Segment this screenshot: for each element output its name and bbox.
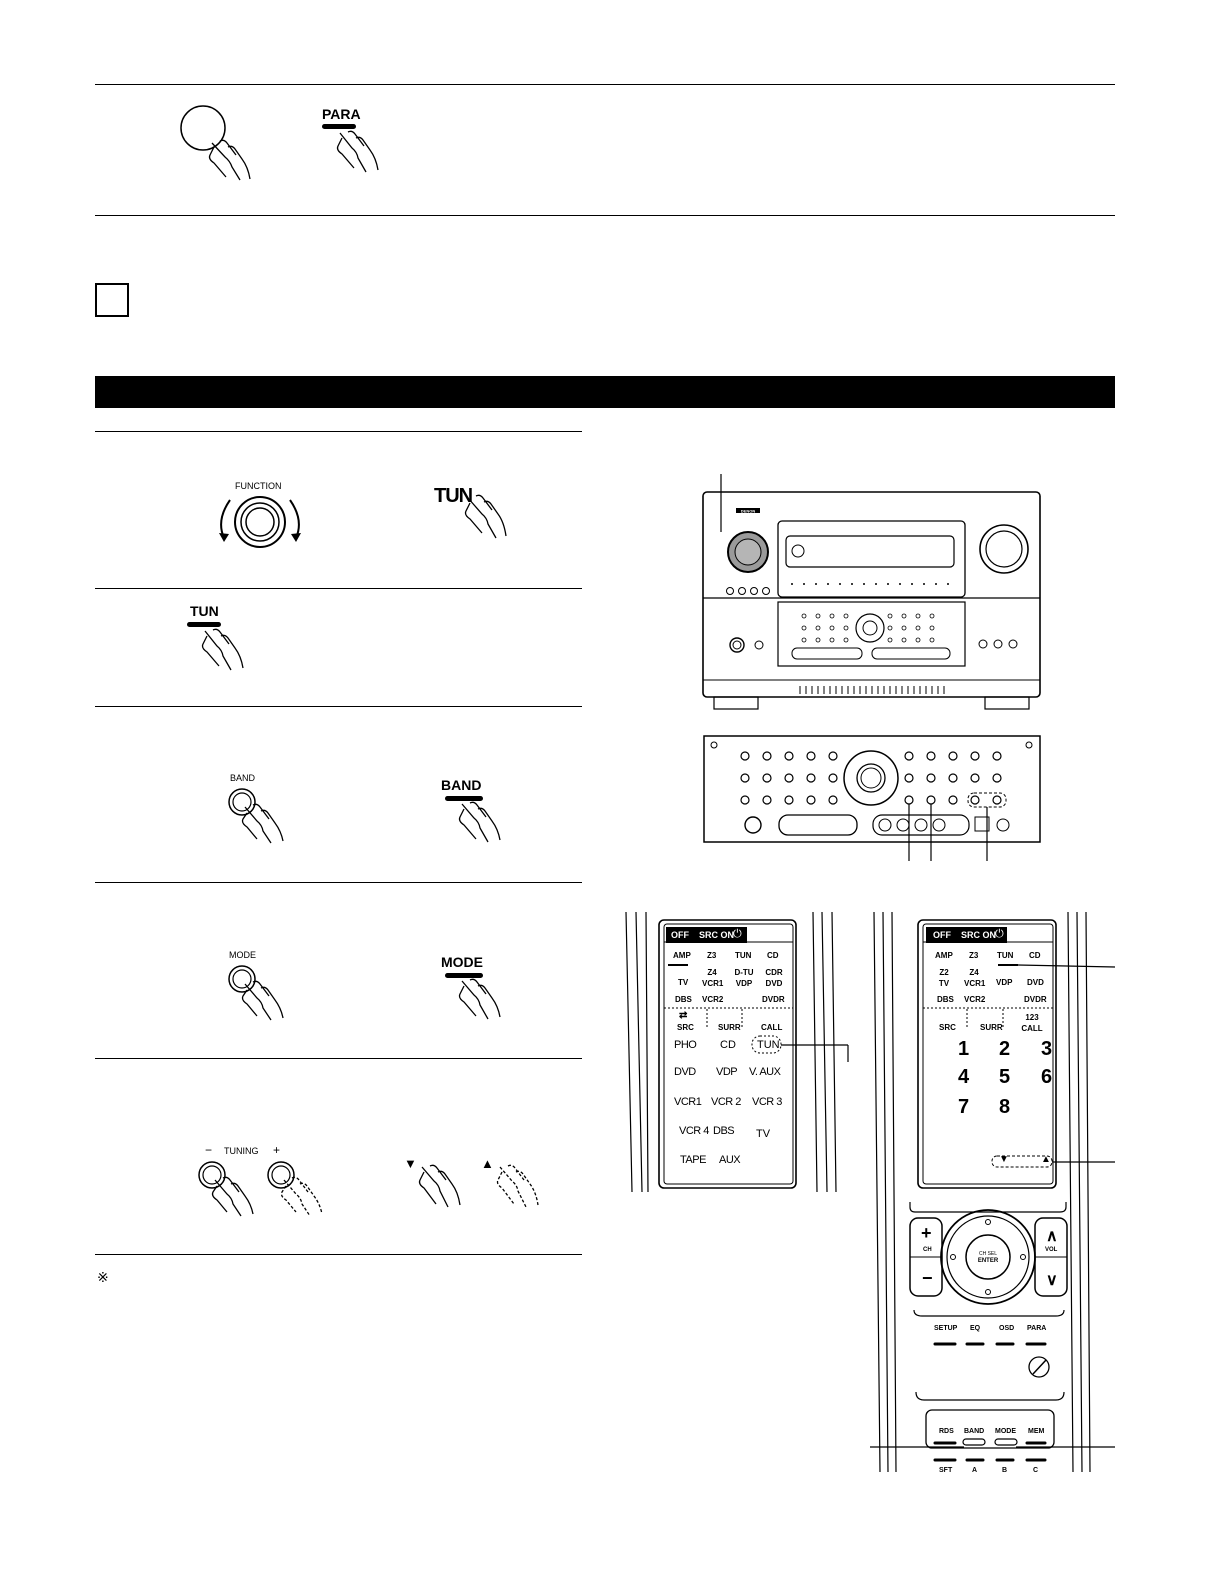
left-mode-call: CALL: [761, 1023, 783, 1032]
lcd-vdp: VDP: [716, 1066, 738, 1078]
left-src-tun: TUN: [735, 951, 752, 960]
tuning-down-hand-icon: [412, 1163, 472, 1213]
tuning-minus-label: −: [205, 1143, 213, 1157]
right-src-dvdr: DVDR: [1024, 995, 1047, 1004]
right-src-z3: Z3: [969, 951, 979, 960]
lcd-vaux: V. AUX: [749, 1066, 781, 1078]
digit-1: 1: [958, 1038, 970, 1060]
lcd-pho: PHO: [674, 1039, 697, 1051]
mode-remote-hand-icon: [452, 977, 512, 1022]
ch-minus-icon: −: [922, 1268, 933, 1288]
eq-button-label: EQ: [970, 1325, 981, 1332]
receiver-subpanel-closeup: [703, 735, 1043, 865]
right-src-vdp: VDP: [996, 978, 1013, 987]
right-src-z4-vcr1: Z4 VCR1: [964, 968, 986, 988]
left-mode-src: SRC: [677, 1023, 694, 1032]
top-rule: [95, 84, 1115, 85]
mem-button-label: MEM: [1028, 1428, 1045, 1435]
remote-left-tab-off: OFF: [671, 930, 689, 940]
power-icon: ⏻: [733, 928, 742, 940]
right-src-amp: AMP: [935, 951, 953, 960]
lcd-vcr3: VCR 3: [752, 1096, 782, 1108]
left-src-dbs: DBS: [675, 995, 692, 1004]
left-src-z4-vcr1: Z4 VCR1: [702, 968, 724, 988]
swap-arrows-icon: ⇄: [679, 1010, 688, 1021]
section-header-bar: [95, 376, 1115, 408]
tuning-up-arrow-icon: ▲: [481, 1156, 494, 1171]
b-button-label: B: [1002, 1467, 1008, 1474]
function-knob-illustration: [210, 492, 310, 552]
lcd-down-arrow-icon: ▼: [999, 1154, 1009, 1165]
lcd-cd: CD: [720, 1039, 736, 1051]
step-rule-6: [95, 1254, 582, 1255]
mode-unit-button-label: MODE: [229, 950, 256, 960]
band-remote-button-label: BAND: [441, 777, 482, 793]
left-src-dtu-vdp: D-TU VDP: [734, 968, 754, 988]
setup-button-label: SETUP: [934, 1325, 958, 1332]
right-src-tun: TUN: [997, 951, 1014, 960]
tun-button-label: TUN: [190, 603, 219, 619]
para-press-hand-icon: [330, 128, 390, 183]
step-rule-1: [95, 431, 582, 432]
step-rule-2: [95, 588, 582, 589]
band-remote-hand-icon: [452, 800, 512, 845]
tuning-minus-button-press: [195, 1158, 265, 1218]
right-src-dvd: DVD: [1027, 978, 1044, 987]
ch-sel-label: CH SEL: [978, 1251, 998, 1257]
sft-button-label: SFT: [939, 1467, 953, 1474]
digit-3: 3: [1041, 1038, 1053, 1060]
band-unit-button-label: BAND: [230, 773, 256, 783]
vol-down-icon: ∨: [1046, 1272, 1058, 1289]
band-unit-button-press: [225, 785, 295, 845]
osd-button-label: OSD: [999, 1325, 1015, 1332]
tuning-label: TUNING: [224, 1146, 259, 1156]
left-src-z3: Z3: [707, 951, 717, 960]
lcd-vcr4: VCR 4: [679, 1125, 709, 1137]
function-knob-label: FUNCTION: [235, 481, 282, 491]
tuning-up-hand-icon: [490, 1163, 550, 1213]
digit-2: 2: [999, 1038, 1011, 1060]
left-src-cdr-dvd: CDR DVD: [765, 968, 783, 988]
tuning-plus-button-press: [264, 1158, 334, 1218]
ch-label: CH: [923, 1247, 932, 1253]
lcd-dbs: DBS: [713, 1125, 735, 1137]
mode-remote-button-label: MODE: [441, 954, 483, 970]
a-button-label: A: [972, 1467, 978, 1474]
right-src-dbs: DBS: [937, 995, 954, 1004]
remote-right-tab-off: OFF: [933, 930, 951, 940]
tun-press-hand-icon: [460, 490, 520, 550]
right-src-vcr2: VCR2: [964, 995, 986, 1004]
power-icon-right: ⏻: [995, 928, 1004, 940]
lcd-aux: AUX: [719, 1154, 741, 1166]
mode-button-label: MODE: [995, 1428, 1016, 1435]
remote-right-illustration: [870, 912, 1115, 1477]
enter-label: ENTER: [977, 1258, 999, 1264]
right-src-z2-tv: Z2 TV: [938, 968, 950, 988]
receiver-front-panel-illustration: [700, 474, 1045, 714]
top-section-bottom-rule: [95, 215, 1115, 216]
step-rule-3: [95, 706, 582, 707]
right-mode-surr: SURR: [980, 1023, 1003, 1032]
vol-up-icon: ∧: [1046, 1228, 1058, 1245]
left-mode-surr: SURR: [718, 1023, 741, 1032]
para-remote-button-label: PARA: [1027, 1325, 1047, 1332]
digit-8: 8: [999, 1096, 1011, 1118]
right-mode-123-call: 123 CALL: [1021, 1013, 1043, 1033]
left-src-tv: TV: [678, 978, 689, 987]
mode-unit-button-press: [225, 962, 295, 1022]
digit-4: 4: [958, 1066, 970, 1088]
digit-6: 6: [1041, 1066, 1053, 1088]
tun-remote-button-label: TUN: [434, 485, 473, 507]
step-rule-5: [95, 1058, 582, 1059]
lcd-tape: TAPE: [680, 1154, 706, 1166]
c-button-label: C: [1033, 1467, 1039, 1474]
para-button-label: PARA: [322, 106, 361, 122]
tun-step2-hand-icon: [195, 626, 255, 676]
remote-left-tab-src-on: SRC ON: [699, 930, 735, 940]
ch-plus-icon: +: [921, 1223, 932, 1243]
lcd-vcr1: VCR1: [674, 1096, 702, 1108]
brand-logo-text: DENON: [740, 508, 756, 514]
remote-right-tab-src-on: SRC ON: [961, 930, 997, 940]
left-src-cd: CD: [767, 951, 779, 960]
tuning-down-arrow-icon: ▼: [404, 1156, 417, 1171]
tuning-plus-label: +: [273, 1143, 281, 1157]
band-button-label: BAND: [964, 1428, 985, 1435]
left-src-vcr2: VCR2: [702, 995, 724, 1004]
digit-7: 7: [958, 1096, 970, 1118]
right-src-cd: CD: [1029, 951, 1041, 960]
lcd-up-arrow-icon: ▲: [1041, 1154, 1051, 1165]
rds-button-label: RDS: [939, 1428, 954, 1435]
vol-label: VOL: [1045, 1247, 1058, 1253]
digit-5: 5: [999, 1066, 1011, 1088]
lcd-vcr2: VCR 2: [711, 1096, 741, 1108]
note-symbol: ※: [97, 1269, 109, 1285]
lcd-dvd: DVD: [674, 1066, 696, 1078]
lcd-tun: TUN: [757, 1039, 780, 1051]
left-src-dvdr: DVDR: [762, 995, 785, 1004]
lcd-tv: TV: [756, 1128, 771, 1140]
right-mode-src: SRC: [939, 1023, 956, 1032]
round-button-press-illustration: [170, 95, 270, 190]
checkbox-square: [95, 283, 129, 317]
step-rule-4: [95, 882, 582, 883]
left-src-amp: AMP: [673, 951, 691, 960]
